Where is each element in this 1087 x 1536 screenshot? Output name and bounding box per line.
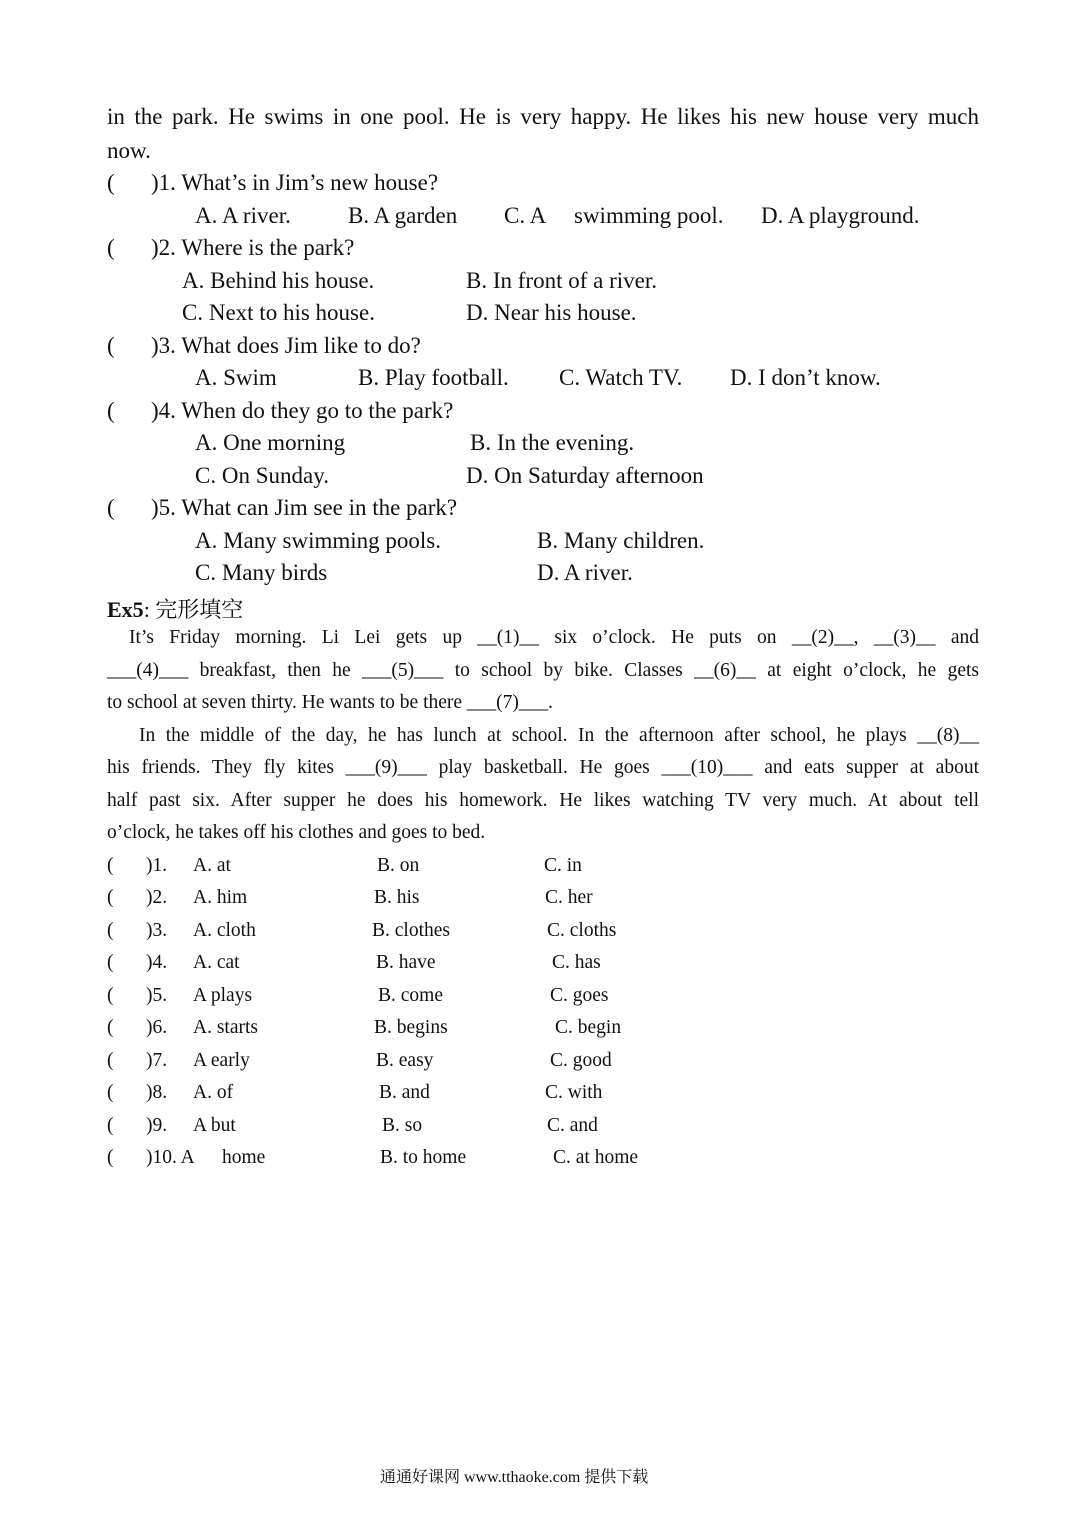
option-c: C. and — [547, 1115, 598, 1136]
option-b: B. and — [379, 1082, 430, 1103]
section-label: Ex5 — [107, 597, 144, 622]
option: A. A river. — [195, 203, 291, 228]
option-c: C. in — [544, 855, 582, 876]
option-b: B. on — [377, 855, 420, 876]
option-b: B. so — [382, 1115, 423, 1136]
question-text: )5. What can Jim see in the park? — [151, 495, 458, 520]
option: D. A river. — [537, 560, 633, 585]
option: C. Watch TV. — [559, 365, 683, 390]
option: B. In front of a river. — [466, 268, 657, 293]
option-b: B. to home — [380, 1147, 467, 1168]
option: C. Next to his house. — [182, 300, 375, 325]
answer-paren: ( — [107, 855, 114, 876]
option-c: C. goes — [550, 985, 609, 1006]
option: C. A — [504, 203, 547, 228]
option-c: C. cloths — [547, 920, 617, 941]
answer-paren: ( — [107, 333, 115, 358]
answer-paren: ( — [107, 495, 115, 520]
option: A. Swim — [195, 365, 277, 390]
question-number: )10. A — [146, 1147, 195, 1168]
question-number: )9. — [146, 1115, 168, 1136]
option-b: B. come — [378, 985, 443, 1006]
answer-paren: ( — [107, 398, 115, 423]
option-c: C. with — [545, 1082, 603, 1103]
option: D. A playground. — [761, 203, 920, 228]
section-heading — [107, 593, 243, 624]
answer-paren: ( — [107, 235, 115, 260]
option-c: C. begin — [555, 1017, 622, 1038]
option-a: A. starts — [193, 1017, 258, 1038]
answer-paren: ( — [107, 170, 115, 195]
option-b: B. begins — [374, 1017, 448, 1038]
option: C. Many birds — [195, 560, 328, 585]
option: B. Play football. — [358, 365, 509, 390]
option-b: B. clothes — [372, 920, 450, 941]
question-number: )5. — [146, 985, 168, 1006]
answer-paren: ( — [107, 1082, 114, 1103]
question-number: )8. — [146, 1082, 168, 1103]
option-a: A. him — [193, 887, 248, 908]
option-a: A but — [193, 1115, 236, 1136]
option-a: A. cat — [193, 952, 240, 973]
option-c: C. good — [550, 1050, 612, 1071]
option: swimming pool. — [574, 203, 724, 228]
question-number: )3. — [146, 920, 168, 941]
option-a: A early — [193, 1050, 250, 1071]
passage-line: in the park. He swims in one pool. He is very happy. He likes his new house very much — [107, 104, 979, 129]
option: C. On Sunday. — [195, 463, 329, 488]
section-title: : 完形填空 — [143, 597, 244, 622]
option: D. I don’t know. — [730, 365, 881, 390]
passage-line: now. — [107, 138, 151, 163]
option: D. Near his house. — [466, 300, 637, 325]
question-text: )3. What does Jim like to do? — [151, 333, 421, 358]
answer-paren: ( — [107, 985, 114, 1006]
cloze-line: o’clock, he takes off his clothes and goes to bed. — [107, 822, 486, 843]
option: D. On Saturday afternoon — [466, 463, 704, 488]
option: B. In the evening. — [470, 430, 635, 455]
option: A. Behind his house. — [182, 268, 375, 293]
question-number: )2. — [146, 887, 168, 908]
footer-watermark: 通通好课网 www.tthaoke.com 提供下载 — [380, 1469, 649, 1486]
option-c: C. has — [552, 952, 601, 973]
cloze-line: In the middle of the day, he has lunch at school. In the afternoon after school, he plays __(8)__ — [139, 725, 979, 746]
answer-paren: ( — [107, 887, 114, 908]
answer-paren: ( — [107, 1147, 114, 1168]
cloze-line: half past six. After supper he does his homework. He likes watching TV very much. At about tell — [107, 790, 979, 811]
option-a: A. cloth — [193, 920, 256, 941]
question-text: )4. When do they go to the park? — [151, 398, 454, 423]
option-a: A. at — [193, 855, 231, 876]
cloze-line: ___(4)___ breakfast, then he ___(5)___ to school by bike. Classes __(6)__ at eight o’clock, he gets — [107, 660, 979, 681]
option-a: A. of — [193, 1082, 234, 1103]
cloze-line: to school at seven thirty. He wants to be there ___(7)___. — [107, 692, 554, 713]
answer-paren: ( — [107, 1017, 114, 1038]
question-number: )4. — [146, 952, 168, 973]
cloze-line: his friends. They fly kites ___(9)___ play basketball. He goes ___(10)___ and eats supper at about — [107, 757, 979, 778]
option-b: B. easy — [376, 1050, 434, 1071]
option-a: A plays — [193, 985, 253, 1006]
option: B. A garden — [348, 203, 458, 228]
answer-paren: ( — [107, 1115, 114, 1136]
option-c: C. at home — [553, 1147, 639, 1168]
answer-paren: ( — [107, 952, 114, 973]
question-number: )7. — [146, 1050, 168, 1071]
option: A. Many swimming pools. — [195, 528, 441, 553]
answer-paren: ( — [107, 1050, 114, 1071]
option-b: B. have — [376, 952, 436, 973]
option-c: C. her — [545, 887, 593, 908]
question-number: )6. — [146, 1017, 168, 1038]
question-text: )1. What’s in Jim’s new house? — [151, 170, 439, 195]
option: B. Many children. — [537, 528, 705, 553]
question-text: )2. Where is the park? — [151, 235, 355, 260]
option-a: home — [222, 1147, 266, 1168]
answer-paren: ( — [107, 920, 114, 941]
option-b: B. his — [374, 887, 420, 908]
cloze-line: It’s Friday morning. Li Lei gets up __(1)__ six o’clock. He puts on __(2)__, __(3)__ and — [129, 627, 979, 648]
question-number: )1. — [146, 855, 168, 876]
option: A. One morning — [195, 430, 346, 455]
